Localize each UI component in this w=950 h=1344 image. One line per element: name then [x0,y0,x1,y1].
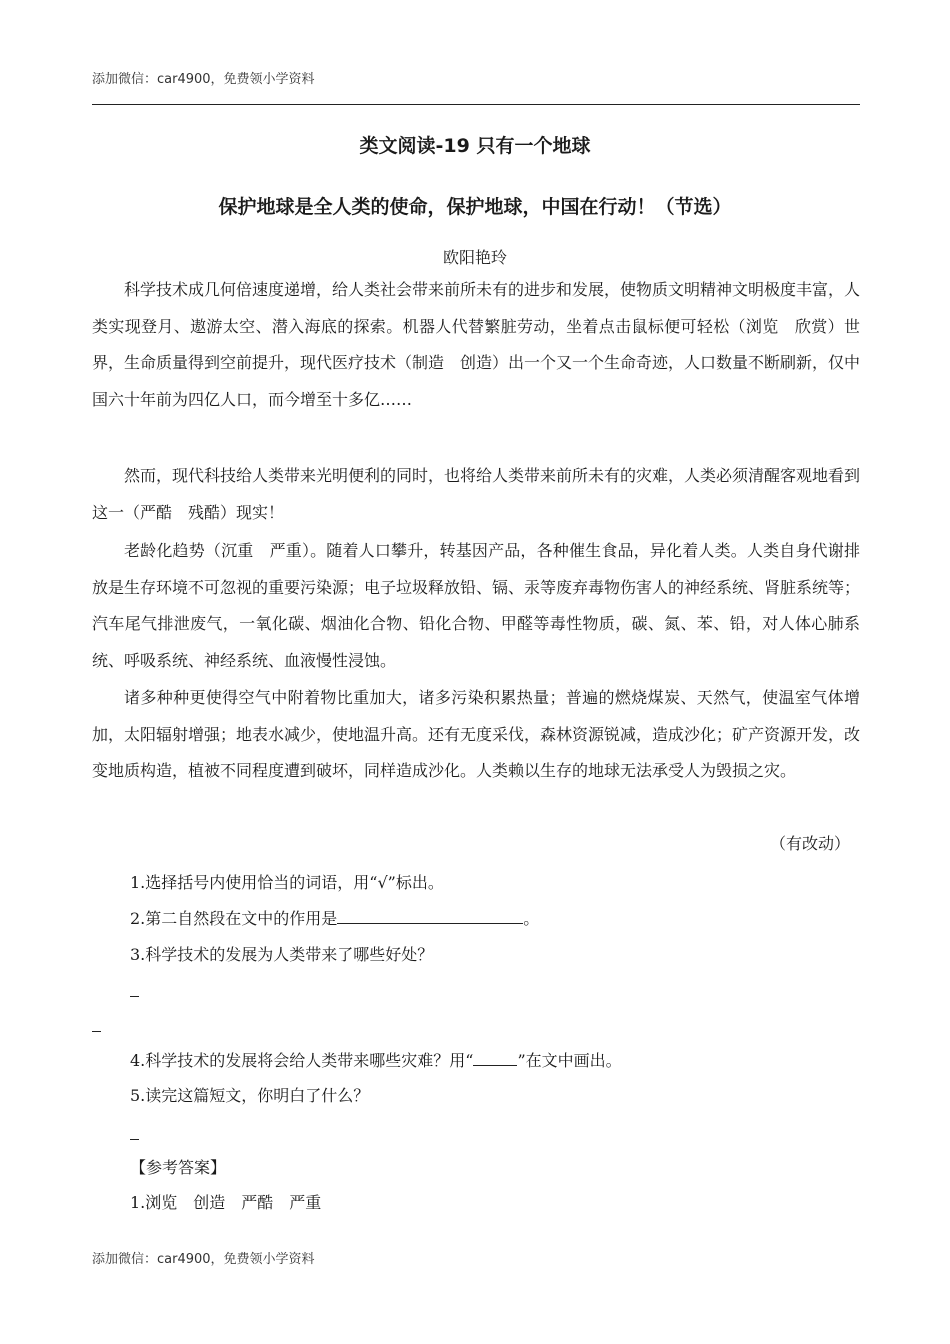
article-paragraph-3: 老龄化趋势（沉重 严重）。随着人口攀升，转基因产品，各种催生食品，异化着人类。人类自身代谢排放是生存环境不可忽视的重要污染源；电子垃圾释放铅、镉、汞等废弃毒物伤害人的神经系统、肾脏系统等；汽车尾气排泄废气，一氧化碳、烟油化合物、铅化合物、甲醛等毒性物质，碳、氮、苯、铅，对人体心肺系统、呼吸系统、神经系统、血液慢性浸蚀。 [92,541,861,670]
question-2-text: 2.第二自然段在文中的作用是 [130,909,338,928]
answer-1: 1.浏览 创造 严酷 严重 [130,1193,322,1212]
header-divider [92,104,860,105]
question-4-text: 4.科学技术的发展将会给人类带来哪些灾难？用“ [130,1051,474,1070]
source-note: （有改动） [769,834,850,853]
question-1: 1.选择括号内使用恰当的词语，用“√”标出。 [130,873,444,892]
footer-note: 添加微信：car4900，免费领小学资料 [92,1252,315,1267]
question-4-end: ”在文中画出。 [517,1051,622,1070]
answer-key-heading: 【参考答案】 [130,1158,227,1177]
answer-line[interactable] [130,996,139,997]
article-title: 保护地球是全人类的使命，保护地球，中国在行动！（节选） [218,196,732,218]
answer-line[interactable] [130,1139,139,1140]
question-3: 3.科学技术的发展为人类带来了哪些好处？ [130,945,434,964]
article-author: 欧阳艳玲 [442,248,507,267]
header-note: 添加微信：car4900，免费领小学资料 [92,72,315,87]
underline-mark-sample [473,1051,517,1066]
question-2-end: 。 [523,909,540,928]
page-title: 类文阅读-19 只有一个地球 [359,135,591,157]
question-5: 5.读完这篇短文，你明白了什么？ [130,1086,370,1105]
question-4 [130,1048,622,1071]
question-2 [130,906,539,929]
article-paragraph-4: 诸多种种更使得空气中附着物比重加大，诸多污染积累热量；普遍的燃烧煤炭、天然气，使温室气体增加，太阳辐射增强；地表水减少，使地温升高。还有无度采伐，森林资源锐减，造成沙化；矿产资源开发，改变地质构造，植被不同程度遭到破坏，同样造成沙化。人类赖以生存的地球无法承受人为毁损之灾。 [92,688,861,780]
article-paragraph-1: 科学技术成几何倍速度递增，给人类社会带来前所未有的进步和发展，使物质文明精神文明极度丰富，人类实现登月、遨游太空、潜入海底的探索。机器人代替繁脏劳动，坐着点击鼠标便可轻松（浏览 欣赏）世界，生命质量得到空前提升，现代医疗技术（制造 创造）出一个又一个生命奇迹，人口数量不断刷新，仅中国六十年前为四亿人口，而今增至十多亿…… [92,280,861,409]
article-paragraph-2: 然而，现代科技给人类带来光明便利的同时，也将给人类带来前所未有的灾难，人类必须清醒客观地看到这一（严酷 残酷）现实！ [92,466,861,522]
answer-blank[interactable] [337,909,523,924]
answer-line[interactable] [92,1031,101,1032]
